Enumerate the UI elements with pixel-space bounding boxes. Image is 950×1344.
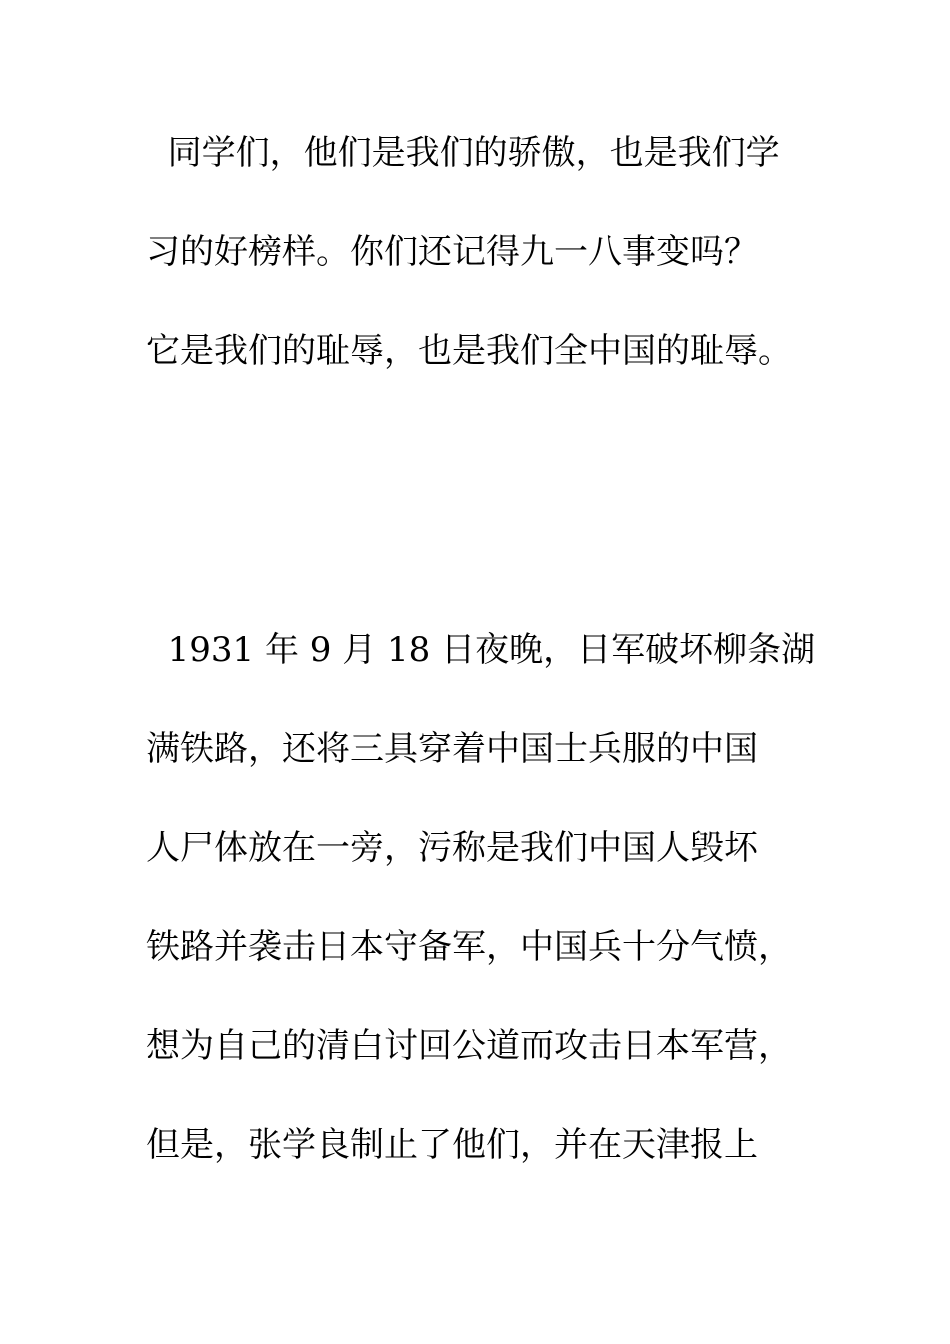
paragraph-1-line-3: 它是我们的耻辱，也是我们全中国的耻辱。 (146, 331, 792, 371)
paragraph-2-line-6: 但是，张学良制止了他们，并在天津报上 (146, 1125, 758, 1165)
paragraph-2-line-4: 铁路并袭击日本守备军，中国兵十分气愤， (146, 927, 792, 967)
paragraph-1-line-2: 习的好榜样。你们还记得九一八事变吗？ (146, 232, 758, 272)
paragraph-2-line-1: 1931 年 9 月 18 日夜晚，日军破坏柳条湖 (146, 630, 816, 670)
paragraph-2-line-3: 人尸体放在一旁，污称是我们中国人毁坏 (146, 828, 758, 868)
paragraph-2-line-2: 满铁路，还将三具穿着中国士兵服的中国 (146, 729, 758, 769)
paragraph-2-line-5: 想为自己的清白讨回公道而攻击日本军营， (146, 1026, 792, 1066)
paragraph-1-line-1: 同学们，他们是我们的骄傲，也是我们学 (146, 133, 780, 173)
